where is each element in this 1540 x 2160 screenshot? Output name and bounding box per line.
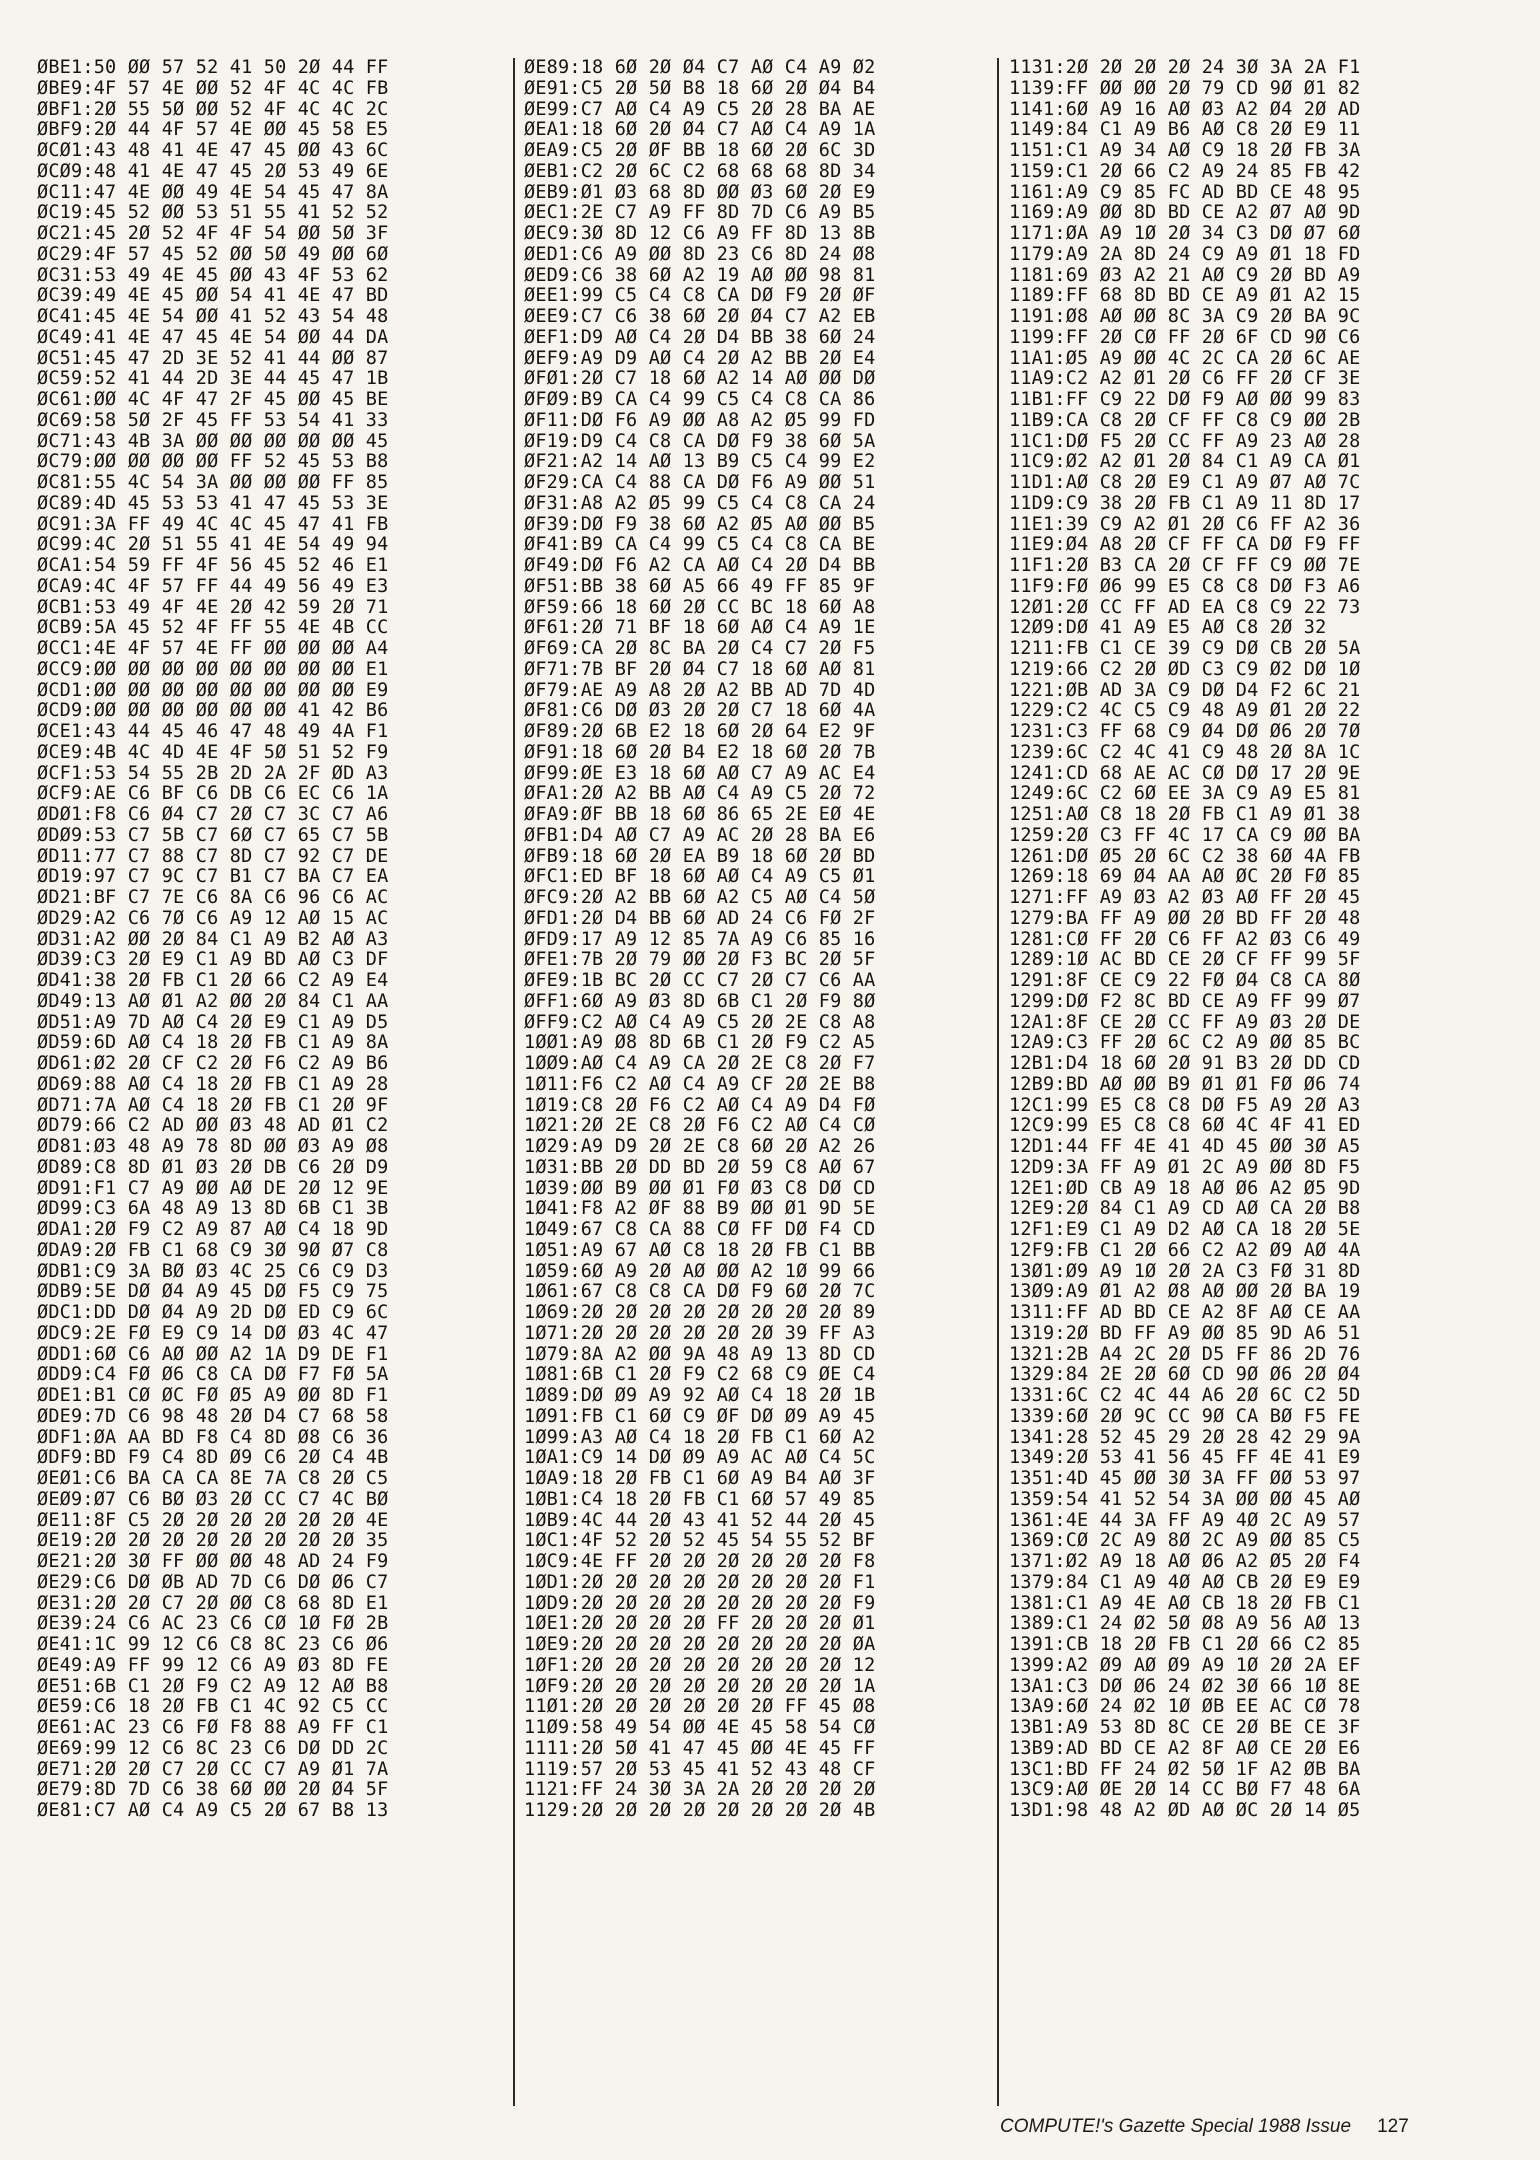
listing-line: 1291:8F CE C9 22 FØ Ø4 C8 CA 8Ø — [1009, 970, 1361, 991]
listing-line: 1ØC1:4F 52 2Ø 52 45 54 55 52 BF — [524, 1530, 876, 1552]
listing-line: ØF81:C6 DØ Ø3 2Ø 2Ø C7 18 6Ø 4A — [524, 700, 876, 722]
listing-line: 1381:C1 A9 4E AØ CB 18 2Ø FB C1 — [1009, 1592, 1361, 1614]
listing-line: 12Ø9:DØ 41 A9 E5 AØ C8 2Ø 32 — [1009, 617, 1327, 639]
listing-column-3 — [1009, 58, 1479, 1822]
listing-line: 13A1:C3 DØ Ø6 24 Ø2 3Ø 66 1Ø 8E — [1009, 1675, 1361, 1697]
listing-line: ØC79:ØØ ØØ ØØ ØØ FF 52 45 53 B8 — [37, 451, 389, 473]
listing-line: ØED1:C6 A9 ØØ 8D 23 C6 8D 24 Ø8 — [524, 243, 876, 265]
listing-line: ØF31:A8 A2 Ø5 99 C5 C4 C8 CA 24 — [524, 492, 876, 514]
listing-line: 1391:CB 18 2Ø FB C1 2Ø 66 C2 85 — [1009, 1634, 1361, 1655]
listing-line: 1379:84 C1 A9 4Ø AØ CB 2Ø E9 E9 — [1009, 1571, 1361, 1593]
listing-line: 13B1:A9 53 8D 8C CE 2Ø BE CE 3F — [1009, 1717, 1361, 1738]
listing-line: 1ØØ1:A9 Ø8 8D 6B C1 2Ø F9 C2 A5 — [524, 1032, 876, 1054]
listing-line: ØDD1:6Ø C6 AØ ØØ A2 1A D9 DE F1 — [37, 1343, 389, 1365]
listing-line: 1151:C1 A9 34 AØ C9 18 2Ø FB 3A — [1009, 140, 1361, 161]
listing-line: 1ØD9:2Ø 2Ø 2Ø 2Ø 2Ø 2Ø 2Ø 2Ø F9 — [524, 1592, 876, 1614]
listing-line: 1211:FB C1 CE 39 C9 DØ CB 2Ø 5A — [1009, 638, 1361, 659]
listing-line: 1Ø91:FB C1 6Ø C9 ØF DØ Ø9 A9 45 — [524, 1405, 876, 1427]
listing-line: ØD21:BF C7 7E C6 8A C6 96 C6 AC — [37, 887, 389, 908]
listing-line: ØDD9:C4 FØ Ø6 C8 CA DØ F7 FØ 5A — [37, 1364, 389, 1386]
listing-line: 1311:FF AD BD CE A2 8F AØ CE AA — [1009, 1302, 1361, 1323]
listing-line: 1Ø81:6B C1 2Ø F9 C2 68 C9 ØE C4 — [524, 1364, 876, 1386]
listing-line: ØEC1:2E C7 A9 FF 8D 7D C6 A9 B5 — [524, 202, 876, 224]
listing-line: ØEF9:A9 D9 AØ C4 2Ø A2 BB 2Ø E4 — [524, 347, 876, 369]
listing-line: ØC29:4F 57 45 52 ØØ 5Ø 49 ØØ 6Ø — [37, 243, 389, 265]
listing-line: ØCB9:5A 45 52 4F FF 55 4E 4B CC — [37, 617, 389, 639]
listing-line: ØF49:DØ F6 A2 CA AØ C4 2Ø D4 BB — [524, 555, 876, 576]
listing-line: ØC41:45 4E 54 ØØ 41 52 43 54 48 — [37, 306, 389, 327]
listing-line: 1261:DØ Ø5 2Ø 6C C2 38 6Ø 4A FB — [1009, 845, 1361, 867]
listing-line: ØBF1:2Ø 55 5Ø ØØ 52 4F 4C 4C 2C — [37, 98, 389, 120]
listing-line: ØBE1:50 ØØ 57 52 41 50 2Ø 44 FF — [37, 57, 389, 78]
listing-line: 1229:C2 4C C5 C9 48 A9 Ø1 2Ø 22 — [1009, 700, 1361, 722]
listing-line: 13Ø9:A9 Ø1 A2 Ø8 AØ ØØ 2Ø BA 19 — [1009, 1281, 1361, 1303]
listing-line: 1ØD1:2Ø 2Ø 2Ø 2Ø 2Ø 2Ø 2Ø 2Ø F1 — [524, 1571, 876, 1593]
listing-line: ØF69:CA 2Ø 8C BA 2Ø C4 C7 2Ø F5 — [524, 638, 876, 659]
listing-line: ØDB1:C9 3A BØ Ø3 4C 25 C6 C9 D3 — [37, 1260, 389, 1282]
listing-line: 1191:Ø8 AØ ØØ 8C 3A C9 2Ø BA 9C — [1009, 306, 1361, 327]
listing-line: 11B9:CA C8 2Ø CF FF C8 C9 ØØ 2B — [1009, 409, 1361, 431]
listing-line: ØE31:2Ø 2Ø C7 2Ø ØØ C8 68 8D E1 — [37, 1592, 389, 1614]
listing-line: 1369:CØ 2C A9 8Ø 2C A9 ØØ 85 C5 — [1009, 1530, 1361, 1552]
listing-line: 1299:DØ F2 8C BD CE A9 FF 99 Ø7 — [1009, 990, 1361, 1012]
listing-line: 1341:28 52 45 29 2Ø 28 42 29 9A — [1009, 1426, 1361, 1448]
listing-line: ØDB9:5E DØ Ø4 A9 45 DØ F5 C9 75 — [37, 1281, 389, 1303]
listing-line: 1Ø71:2Ø 2Ø 2Ø 2Ø 2Ø 2Ø 39 FF A3 — [524, 1322, 876, 1344]
listing-line: ØF11:DØ F6 A9 ØØ A8 A2 Ø5 99 FD — [524, 409, 876, 431]
listing-line: 1351:4D 45 ØØ 3Ø 3A FF ØØ 53 97 — [1009, 1468, 1361, 1489]
listing-line: ØF61:2Ø 71 BF 18 6Ø AØ C4 A9 1E — [524, 617, 876, 639]
listing-line: ØE79:8D 7D C6 38 6Ø ØØ 2Ø Ø4 5F — [37, 1779, 389, 1801]
listing-line: ØF91:18 6Ø 2Ø B4 E2 18 6Ø 2Ø 7B — [524, 741, 876, 763]
listing-line: ØCE9:4B 4C 4D 4E 4F 5Ø 51 52 F9 — [37, 741, 389, 763]
listing-line: ØD99:C3 6A 48 A9 13 8D 6B C1 3B — [37, 1198, 389, 1220]
listing-line: ØD11:77 C7 88 C7 8D C7 92 C7 DE — [37, 845, 389, 867]
listing-line: ØF79:AE A9 A8 2Ø A2 BB AD 7D 4D — [524, 679, 876, 701]
listing-line: 1269:18 69 Ø4 AA AØ ØC 2Ø FØ 85 — [1009, 866, 1361, 888]
listing-line: ØD31:A2 ØØ 2Ø 84 C1 A9 B2 AØ A3 — [37, 928, 389, 950]
listing-line: 11D1:AØ C8 2Ø E9 C1 A9 Ø7 AØ 7C — [1009, 472, 1361, 493]
listing-line: ØD41:38 2Ø FB C1 2Ø 66 C2 A9 E4 — [37, 970, 389, 991]
listing-line: 1Ø41:F8 A2 ØF 88 B9 ØØ Ø1 9D 5E — [524, 1198, 876, 1220]
listing-line: 1Ø79:8A A2 ØØ 9A 48 A9 13 8D CD — [524, 1343, 876, 1365]
listing-line: ØEA9:C5 2Ø ØF BB 18 6Ø 2Ø 6C 3D — [524, 140, 876, 161]
listing-line: 1ØF1:2Ø 2Ø 2Ø 2Ø 2Ø 2Ø 2Ø 2Ø 12 — [524, 1654, 876, 1676]
listing-line: 1189:FF 68 8D BD CE A9 Ø1 A2 15 — [1009, 285, 1361, 307]
listing-line: ØE21:2Ø 3Ø FF ØØ ØØ 48 AD 24 F9 — [37, 1551, 389, 1572]
listing-line: 1179:A9 2A 8D 24 C9 A9 Ø1 18 FD — [1009, 243, 1361, 265]
listing-line: 1Ø49:67 C8 CA 88 CØ FF DØ F4 CD — [524, 1219, 876, 1240]
listing-line: 1ØB9:4C 44 2Ø 43 41 52 44 2Ø 45 — [524, 1509, 876, 1531]
listing-line: ØDE1:B1 CØ ØC FØ Ø5 A9 ØØ 8D F1 — [37, 1385, 389, 1406]
listing-line: ØFØ9:B9 CA C4 99 C5 C4 C8 CA 86 — [524, 389, 876, 410]
listing-line: 1Ø89:DØ Ø9 A9 92 AØ C4 18 2Ø 1B — [524, 1385, 876, 1406]
listing-line: ØCF1:53 54 55 2B 2D 2A 2F ØD A3 — [37, 762, 389, 784]
listing-line: 1Ø29:A9 D9 2Ø 2E C8 6Ø 2Ø A2 26 — [524, 1136, 876, 1157]
listing-line: 1271:FF A9 Ø3 A2 Ø3 AØ FF 2Ø 45 — [1009, 887, 1361, 908]
listing-line: ØFC1:ED BF 18 6Ø AØ C4 A9 C5 Ø1 — [524, 866, 876, 888]
listing-line: ØDC1:DD DØ Ø4 A9 2D DØ ED C9 6C — [37, 1302, 389, 1323]
listing-line: ØD29:A2 C6 7Ø C6 A9 12 AØ 15 AC — [37, 907, 389, 929]
listing-line: ØDF1:ØA AA BD F8 C4 8D Ø8 C6 36 — [37, 1426, 389, 1448]
listing-line: 12C9:99 E5 C8 C8 6Ø 4C 4F 41 ED — [1009, 1115, 1361, 1137]
listing-line: ØCC9:ØØ ØØ ØØ ØØ ØØ ØØ ØØ ØØ E1 — [37, 658, 389, 680]
listing-line: 13C9:AØ ØE 2Ø 14 CC BØ F7 48 6A — [1009, 1779, 1361, 1801]
listing-line: 1221:ØB AD 3A C9 DØ D4 F2 6C 21 — [1009, 679, 1361, 701]
listing-line: ØC69:58 5Ø 2F 45 FF 53 54 41 33 — [37, 409, 389, 431]
listing-line: ØD49:13 AØ Ø1 A2 ØØ 2Ø 84 C1 AA — [37, 990, 389, 1012]
listing-line: 1ØØ9:AØ C4 A9 CA 2Ø 2E C8 2Ø F7 — [524, 1053, 876, 1074]
listing-line: ØEB9:Ø1 Ø3 68 8D ØØ Ø3 6Ø 2Ø E9 — [524, 181, 876, 203]
listing-line: ØE19:2Ø 2Ø 2Ø 2Ø 2Ø 2Ø 2Ø 2Ø 35 — [37, 1530, 389, 1552]
listing-line: 1ØF9:2Ø 2Ø 2Ø 2Ø 2Ø 2Ø 2Ø 2Ø 1A — [524, 1675, 876, 1697]
listing-line: 1Ø61:67 C8 C8 CA DØ F9 6Ø 2Ø 7C — [524, 1281, 876, 1303]
listing-line: ØEØ9:Ø7 C6 BØ Ø3 2Ø CC C7 4C BØ — [37, 1488, 389, 1510]
listing-line: 1131:2Ø 2Ø 2Ø 2Ø 24 3Ø 3A 2A F1 — [1009, 57, 1361, 78]
listing-line: 1231:C3 FF 68 C9 Ø4 DØ Ø6 2Ø 7Ø — [1009, 721, 1361, 742]
listing-line: ØF89:2Ø 6B E2 18 6Ø 2Ø 64 E2 9F — [524, 721, 876, 742]
listing-column-2 — [524, 58, 994, 1822]
listing-line: ØEØ1:C6 BA CA CA 8E 7A C8 2Ø C5 — [37, 1468, 389, 1489]
listing-column-1 — [37, 58, 507, 1822]
listing-line: ØC31:53 49 4E 45 ØØ 43 4F 53 62 — [37, 264, 389, 286]
listing-line: ØCA9:4C 4F 57 FF 44 49 56 49 E3 — [37, 575, 389, 597]
listing-line: ØE59:C6 18 2Ø FB C1 4C 92 C5 CC — [37, 1696, 389, 1718]
listing-line: 1219:66 C2 2Ø ØD C3 C9 Ø2 DØ 1Ø — [1009, 658, 1361, 680]
listing-line: ØFB1:D4 AØ C7 A9 AC 2Ø 28 BA E6 — [524, 824, 876, 846]
listing-line: 1281:CØ FF 2Ø C6 FF A2 Ø3 C6 49 — [1009, 928, 1361, 950]
listing-line: 1Ø59:6Ø A9 2Ø AØ ØØ A2 1Ø 99 66 — [524, 1260, 876, 1282]
listing-line: 1ØE9:2Ø 2Ø 2Ø 2Ø 2Ø 2Ø 2Ø 2Ø ØA — [524, 1634, 876, 1655]
listing-line: ØEA1:18 6Ø 2Ø Ø4 C7 AØ C4 A9 1A — [524, 119, 876, 141]
listing-line: ØCC1:4E 4F 57 4E FF ØØ ØØ ØØ A4 — [37, 638, 389, 659]
listing-line: ØC11:47 4E ØØ 49 4E 54 45 47 8A — [37, 181, 389, 203]
listing-line: ØDE9:7D C6 98 48 2Ø D4 C7 68 58 — [37, 1405, 389, 1427]
listing-line: 11B1:FF C9 22 DØ F9 AØ ØØ 99 83 — [1009, 389, 1361, 410]
listing-line: ØE69:99 12 C6 8C 23 C6 DØ DD 2C — [37, 1737, 389, 1759]
listing-line: ØFD9:17 A9 12 85 7A A9 C6 85 16 — [524, 928, 876, 950]
listing-line: ØC99:4C 2Ø 51 55 41 4E 54 49 94 — [37, 534, 389, 556]
listing-line: ØE39:24 C6 AC 23 C6 CØ 1Ø FØ 2B — [37, 1613, 389, 1635]
listing-line: 1ØA9:18 2Ø FB C1 6Ø A9 B4 AØ 3F — [524, 1468, 876, 1489]
listing-line: 12A1:8F CE 2Ø CC FF A9 Ø3 2Ø DE — [1009, 1011, 1361, 1033]
listing-line: ØF51:BB 38 6Ø A5 66 49 FF 85 9F — [524, 575, 876, 597]
listing-line: ØC81:55 4C 54 3A ØØ ØØ ØØ FF 85 — [37, 472, 389, 493]
listing-line: ØCB1:53 49 4F 4E 2Ø 42 59 2Ø 71 — [37, 596, 389, 618]
listing-line: ØE71:2Ø 2Ø C7 2Ø CC C7 A9 Ø1 7A — [37, 1758, 389, 1780]
listing-line: ØBE9:4F 57 4E ØØ 52 4F 4C 4C FB — [37, 77, 389, 99]
listing-line: 1349:2Ø 53 41 56 45 FF 4E 41 E9 — [1009, 1447, 1361, 1469]
listing-line: 12C1:99 E5 C8 C8 DØ F5 A9 2Ø A3 — [1009, 1094, 1361, 1116]
listing-line: 11D9:C9 38 2Ø FB C1 A9 11 8D 17 — [1009, 492, 1361, 514]
listing-line: ØCØ1:43 48 41 4E 47 45 ØØ 43 6C — [37, 140, 389, 161]
listing-line: ØC59:52 41 44 2D 3E 44 45 47 1B — [37, 368, 389, 390]
listing-line: 11C1:DØ F5 2Ø CC FF A9 23 AØ 28 — [1009, 430, 1361, 452]
listing-line: ØCF9:AE C6 BF C6 DB C6 EC C6 1A — [37, 783, 389, 805]
listing-line: ØD59:6D AØ C4 18 2Ø FB C1 A9 8A — [37, 1032, 389, 1054]
listing-line: ØC49:41 4E 47 45 4E 54 ØØ 44 DA — [37, 326, 389, 348]
listing-line: 1129:2Ø 2Ø 2Ø 2Ø 2Ø 2Ø 2Ø 2Ø 4B — [524, 1800, 876, 1821]
listing-line: 1Ø21:2Ø 2E C8 2Ø F6 C2 AØ C4 CØ — [524, 1115, 876, 1137]
listing-line: 1ØE1:2Ø 2Ø 2Ø 2Ø FF 2Ø 2Ø 2Ø Ø1 — [524, 1613, 876, 1635]
listing-line: ØEC9:3Ø 8D 12 C6 A9 FF 8D 13 8B — [524, 223, 876, 244]
listing-line: 1239:6C C2 4C 41 C9 48 2Ø 8A 1C — [1009, 741, 1361, 763]
listing-line: ØD61:Ø2 2Ø CF C2 2Ø F6 C2 A9 B6 — [37, 1053, 389, 1074]
listing-line: ØC51:45 47 2D 3E 52 41 44 ØØ 87 — [37, 347, 389, 369]
listing-line: ØBF9:2Ø 44 4F 57 4E ØØ 45 58 E5 — [37, 119, 389, 141]
listing-line: ØDA1:2Ø F9 C2 A9 87 AØ C4 18 9D — [37, 1219, 389, 1240]
listing-line: 1321:2B A4 2C 2Ø D5 FF 86 2D 76 — [1009, 1343, 1361, 1365]
listing-line: ØEF1:D9 AØ C4 2Ø D4 BB 38 6Ø 24 — [524, 326, 876, 348]
listing-line: 1249:6C C2 6Ø EE 3A C9 A9 E5 81 — [1009, 783, 1361, 805]
listing-line: 1259:2Ø C3 FF 4C 17 CA C9 ØØ BA — [1009, 824, 1361, 846]
listing-line: 1161:A9 C9 85 FC AD BD CE 48 95 — [1009, 181, 1361, 203]
listing-line: 12F9:FB C1 2Ø 66 C2 A2 Ø9 AØ 4A — [1009, 1239, 1361, 1261]
listing-line: 12D1:44 FF 4E 41 4D 45 ØØ 3Ø A5 — [1009, 1136, 1361, 1157]
listing-line: ØCØ9:48 41 4E 47 45 2Ø 53 49 6E — [37, 160, 389, 182]
listing-line: 1319:2Ø BD FF A9 ØØ 85 9D A6 51 — [1009, 1322, 1361, 1344]
listing-line: ØFF1:6Ø A9 Ø3 8D 6B C1 2Ø F9 8Ø — [524, 990, 876, 1012]
listing-line: 1371:Ø2 A9 18 AØ Ø6 A2 Ø5 2Ø F4 — [1009, 1551, 1361, 1572]
listing-line: ØED9:C6 38 6Ø A2 19 AØ ØØ 98 81 — [524, 264, 876, 286]
listing-line: ØFD1:2Ø D4 BB 6Ø AD 24 C6 FØ 2F — [524, 907, 876, 929]
listing-line: ØF19:D9 C4 C8 CA DØ F9 38 6Ø 5A — [524, 430, 876, 452]
listing-line: ØEE1:99 C5 C4 C8 CA DØ F9 2Ø ØF — [524, 285, 876, 307]
listing-line: 11C9:Ø2 A2 Ø1 2Ø 84 C1 A9 CA Ø1 — [1009, 451, 1361, 473]
listing-line: 12D9:3A FF A9 Ø1 2C A9 ØØ 8D F5 — [1009, 1156, 1361, 1178]
listing-line: 11A9:C2 A2 Ø1 2Ø C6 FF 2Ø CF 3E — [1009, 368, 1361, 390]
listing-line: ØCA1:54 59 FF 4F 56 45 52 46 E1 — [37, 555, 389, 576]
listing-line: 13D1:98 48 A2 ØD AØ ØC 2Ø 14 Ø5 — [1009, 1800, 1361, 1821]
listing-line: ØE51:6B C1 2Ø F9 C2 A9 12 AØ B8 — [37, 1675, 389, 1697]
listing-line: 12Ø1:2Ø CC FF AD EA C8 C9 22 73 — [1009, 596, 1361, 618]
listing-line: 13B9:AD BD CE A2 8F AØ CE 2Ø E6 — [1009, 1737, 1361, 1759]
listing-line: ØE81:C7 AØ C4 A9 C5 2Ø 67 B8 13 — [37, 1800, 389, 1821]
listing-line: ØE99:C7 AØ C4 A9 C5 2Ø 28 BA AE — [524, 98, 876, 120]
listing-line: 11E9:Ø4 A8 2Ø CF FF CA DØ F9 FF — [1009, 534, 1361, 556]
listing-line: ØFØ1:2Ø C7 18 6Ø A2 14 AØ ØØ DØ — [524, 368, 876, 390]
listing-line: ØCD9:ØØ ØØ ØØ ØØ ØØ ØØ 41 42 B6 — [37, 700, 389, 722]
listing-line: 1Ø69:2Ø 2Ø 2Ø 2Ø 2Ø 2Ø 2Ø 2Ø 89 — [524, 1302, 876, 1323]
listing-line: ØDC9:2E FØ E9 C9 14 DØ Ø3 4C 47 — [37, 1322, 389, 1344]
listing-line: ØFB9:18 6Ø 2Ø EA B9 18 6Ø 2Ø BD — [524, 845, 876, 867]
listing-line: ØF59:66 18 6Ø 2Ø CC BC 18 6Ø A8 — [524, 596, 876, 618]
column-divider — [513, 58, 515, 2106]
listing-line: ØEB1:C2 2Ø 6C C2 68 68 68 8D 34 — [524, 160, 876, 182]
listing-line: 1339:6Ø 2Ø 9C CC 9Ø CA BØ F5 FE — [1009, 1405, 1361, 1427]
listing-line: 1361:4E 44 3A FF A9 4Ø 2C A9 57 — [1009, 1509, 1361, 1531]
listing-line: ØD91:F1 C7 A9 ØØ AØ DE 2Ø 12 9E — [37, 1177, 389, 1199]
listing-line: 1329:84 2E 2Ø 6Ø CD 9Ø Ø6 2Ø Ø4 — [1009, 1364, 1361, 1386]
listing-line: ØF71:7B BF 2Ø Ø4 C7 18 6Ø AØ 81 — [524, 658, 876, 680]
listing-line: ØF41:B9 CA C4 99 C5 C4 C8 CA BE — [524, 534, 876, 556]
listing-line: ØC71:43 4B 3A ØØ ØØ ØØ ØØ ØØ 45 — [37, 430, 389, 452]
listing-line: ØD89:C8 8D Ø1 Ø3 2Ø DB C6 2Ø D9 — [37, 1156, 389, 1178]
listing-line: ØCE1:43 44 45 46 47 48 49 4A F1 — [37, 721, 389, 742]
listing-line: 13A9:6Ø 24 Ø2 1Ø ØB EE AC CØ 78 — [1009, 1696, 1361, 1718]
listing-line: 1111:2Ø 5Ø 41 47 45 ØØ 4E 45 FF — [524, 1737, 876, 1759]
listing-line: ØD39:C3 2Ø E9 C1 A9 BD AØ C3 DF — [37, 949, 389, 971]
listing-line: ØFA1:2Ø A2 BB AØ C4 A9 C5 2Ø 72 — [524, 783, 876, 805]
page-footer — [1000, 2116, 1500, 2138]
listing-line: 1149:84 C1 A9 B6 AØ C8 2Ø E9 11 — [1009, 119, 1361, 141]
listing-line: 11Ø1:2Ø 2Ø 2Ø 2Ø 2Ø 2Ø FF 45 Ø8 — [524, 1696, 876, 1718]
listing-line: ØDF9:BD F9 C4 8D Ø9 C6 2Ø C4 4B — [37, 1447, 389, 1469]
listing-line: ØDØ9:53 C7 5B C7 6Ø C7 65 C7 5B — [37, 824, 389, 846]
listing-line: 1Ø11:F6 C2 AØ C4 A9 CF 2Ø 2E B8 — [524, 1073, 876, 1095]
listing-line: 11F1:2Ø B3 CA 2Ø CF FF C9 ØØ 7E — [1009, 555, 1361, 576]
listing-line: 1241:CD 68 AE AC CØ DØ 17 2Ø 9E — [1009, 762, 1361, 784]
listing-line: ØF29:CA C4 88 CA DØ F6 A9 ØØ 51 — [524, 472, 876, 493]
listing-line: 1171:ØA A9 1Ø 2Ø 34 C3 DØ Ø7 6Ø — [1009, 223, 1361, 244]
listing-line: 1Ø99:A3 AØ C4 18 2Ø FB C1 6Ø A2 — [524, 1426, 876, 1448]
listing-line: 1389:C1 24 Ø2 5Ø Ø8 A9 56 AØ 13 — [1009, 1613, 1361, 1635]
listing-line: 1Ø51:A9 67 AØ C8 18 2Ø FB C1 BB — [524, 1239, 876, 1261]
listing-line: 11F9:FØ Ø6 99 E5 C8 C8 DØ F3 A6 — [1009, 575, 1361, 597]
listing-line: 1ØA1:C9 14 DØ Ø9 A9 AC AØ C4 5C — [524, 1447, 876, 1469]
listing-line: 1399:A2 Ø9 AØ Ø9 A9 1Ø 2Ø 2A EF — [1009, 1654, 1361, 1676]
listing-line: 1Ø19:C8 2Ø F6 C2 AØ C4 A9 D4 FØ — [524, 1094, 876, 1116]
listing-line: 1169:A9 ØØ 8D BD CE A2 Ø7 AØ 9D — [1009, 202, 1361, 224]
listing-line: ØC19:45 52 ØØ 53 51 55 41 52 52 — [37, 202, 389, 224]
listing-line: ØFC9:2Ø A2 BB 6Ø A2 C5 AØ C4 5Ø — [524, 887, 876, 908]
listing-line: 12E9:2Ø 84 C1 A9 CD AØ CA 2Ø B8 — [1009, 1198, 1361, 1220]
listing-line: ØD71:7A AØ C4 18 2Ø FB C1 2Ø 9F — [37, 1094, 389, 1116]
listing-line: 1251:AØ C8 18 2Ø FB C1 A9 Ø1 38 — [1009, 804, 1361, 825]
listing-line: ØD81:Ø3 48 A9 78 8D ØØ Ø3 A9 Ø8 — [37, 1136, 389, 1157]
listing-line: 13C1:BD FF 24 Ø2 5Ø 1F A2 ØB BA — [1009, 1758, 1361, 1780]
listing-line: ØC39:49 4E 45 ØØ 54 41 4E 47 BD — [37, 285, 389, 307]
listing-line: ØE89:18 6Ø 2Ø Ø4 C7 AØ C4 A9 Ø2 — [524, 57, 876, 78]
listing-line: 1159:C1 2Ø 66 C2 A9 24 85 FB 42 — [1009, 160, 1361, 182]
listing-line: ØDØ1:F8 C6 Ø4 C7 2Ø C7 3C C7 A6 — [37, 804, 389, 825]
listing-line: ØE61:AC 23 C6 FØ F8 88 A9 FF C1 — [37, 1717, 389, 1738]
page-number: 127 — [1377, 2116, 1409, 2137]
listing-line: ØFE1:7B 2Ø 79 ØØ 2Ø F3 BC 2Ø 5F — [524, 949, 876, 971]
listing-line: 11Ø9:58 49 54 ØØ 4E 45 58 54 CØ — [524, 1717, 876, 1738]
listing-line: 1119:57 2Ø 53 45 41 52 43 48 CF — [524, 1758, 876, 1780]
listing-line: ØDA9:2Ø FB C1 68 C9 3Ø 9Ø Ø7 C8 — [37, 1239, 389, 1261]
listing-line: 1Ø39:ØØ B9 ØØ Ø1 FØ Ø3 C8 DØ CD — [524, 1177, 876, 1199]
listing-line: 1181:69 Ø3 A2 21 AØ C9 2Ø BD A9 — [1009, 264, 1361, 286]
listing-line: ØD69:88 AØ C4 18 2Ø FB C1 A9 28 — [37, 1073, 389, 1095]
listing-line: 12F1:E9 C1 A9 D2 AØ CA 18 2Ø 5E — [1009, 1219, 1361, 1240]
listing-line: ØC21:45 2Ø 52 4F 4F 54 ØØ 5Ø 3F — [37, 223, 389, 244]
listing-line: ØF39:DØ F9 38 6Ø A2 Ø5 AØ ØØ B5 — [524, 513, 876, 535]
listing-line: ØCD1:ØØ ØØ ØØ ØØ ØØ ØØ ØØ ØØ E9 — [37, 679, 389, 701]
listing-line: ØFF9:C2 AØ C4 A9 C5 2Ø 2E C8 A8 — [524, 1011, 876, 1033]
listing-line: 1121:FF 24 3Ø 3A 2A 2Ø 2Ø 2Ø 2Ø — [524, 1779, 876, 1801]
listing-line: 13Ø1:Ø9 A9 1Ø 2Ø 2A C3 FØ 31 8D — [1009, 1260, 1361, 1282]
listing-line: ØC61:ØØ 4C 4F 47 2F 45 ØØ 45 BE — [37, 389, 389, 410]
listing-line: 12B1:D4 18 6Ø 2Ø 91 B3 2Ø DD CD — [1009, 1053, 1361, 1074]
listing-line: ØE11:8F C5 2Ø 2Ø 2Ø 2Ø 2Ø 2Ø 4E — [37, 1509, 389, 1531]
listing-line: ØD19:97 C7 9C C7 B1 C7 BA C7 EA — [37, 866, 389, 888]
listing-line: 1ØB1:C4 18 2Ø FB C1 6Ø 57 49 85 — [524, 1488, 876, 1510]
listing-line: 1139:FF ØØ ØØ 2Ø 79 CD 9Ø Ø1 82 — [1009, 77, 1361, 99]
listing-line: 11A1:Ø5 A9 ØØ 4C 2C CA 2Ø 6C AE — [1009, 347, 1361, 369]
listing-line: ØEE9:C7 C6 38 6Ø 2Ø Ø4 C7 A2 EB — [524, 306, 876, 327]
listing-line: 1141:6Ø A9 16 AØ Ø3 A2 Ø4 2Ø AD — [1009, 98, 1361, 120]
listing-line: 11E1:39 C9 A2 Ø1 2Ø C6 FF A2 36 — [1009, 513, 1361, 535]
listing-line: 1Ø31:BB 2Ø DD BD 2Ø 59 C8 AØ 67 — [524, 1156, 876, 1178]
listing-line: 1359:54 41 52 54 3A ØØ ØØ 45 AØ — [1009, 1488, 1361, 1510]
listing-line: 1199:FF 2Ø CØ FF 2Ø 6F CD 9Ø C6 — [1009, 326, 1361, 348]
listing-line: 1279:BA FF A9 ØØ 2Ø BD FF 2Ø 48 — [1009, 907, 1361, 929]
listing-line: ØF99:ØE E3 18 6Ø AØ C7 A9 AC E4 — [524, 762, 876, 784]
listing-line: ØE29:C6 DØ ØB AD 7D C6 DØ Ø6 C7 — [37, 1571, 389, 1593]
listing-line: 1ØC9:4E FF 2Ø 2Ø 2Ø 2Ø 2Ø 2Ø F8 — [524, 1551, 876, 1572]
listing-line: ØF21:A2 14 AØ 13 B9 C5 C4 99 E2 — [524, 451, 876, 473]
listing-line: 12B9:BD AØ ØØ B9 Ø1 Ø1 FØ Ø6 74 — [1009, 1073, 1361, 1095]
listing-line: ØC91:3A FF 49 4C 4C 45 47 41 FB — [37, 513, 389, 535]
listing-line: ØFE9:1B BC 2Ø CC C7 2Ø C7 C6 AA — [524, 970, 876, 991]
listing-line: 1289:1Ø AC BD CE 2Ø CF FF 99 5F — [1009, 949, 1361, 971]
listing-line: ØE41:1C 99 12 C6 C8 8C 23 C6 Ø6 — [37, 1634, 389, 1655]
listing-line: 12E1:ØD CB A9 18 AØ Ø6 A2 Ø5 9D — [1009, 1177, 1361, 1199]
publication-title: COMPUTE!'s Gazette Special 1988 Issue — [1000, 2116, 1352, 2137]
column-divider — [997, 58, 999, 2106]
listing-line: ØD51:A9 7D AØ C4 2Ø E9 C1 A9 D5 — [37, 1011, 389, 1033]
listing-line: ØD79:66 C2 AD ØØ Ø3 48 AD Ø1 C2 — [37, 1115, 389, 1137]
listing-line: ØE91:C5 2Ø 5Ø B8 18 6Ø 2Ø Ø4 B4 — [524, 77, 876, 99]
listing-line: ØFA9:ØF BB 18 6Ø 86 65 2E EØ 4E — [524, 804, 876, 825]
listing-line: 12A9:C3 FF 2Ø 6C C2 A9 ØØ 85 BC — [1009, 1032, 1361, 1054]
listing-line: 1331:6C C2 4C 44 A6 2Ø 6C C2 5D — [1009, 1385, 1361, 1406]
listing-line: ØE49:A9 FF 99 12 C6 A9 Ø3 8D FE — [37, 1654, 389, 1676]
listing-line: ØC89:4D 45 53 53 41 47 45 53 3E — [37, 492, 389, 514]
